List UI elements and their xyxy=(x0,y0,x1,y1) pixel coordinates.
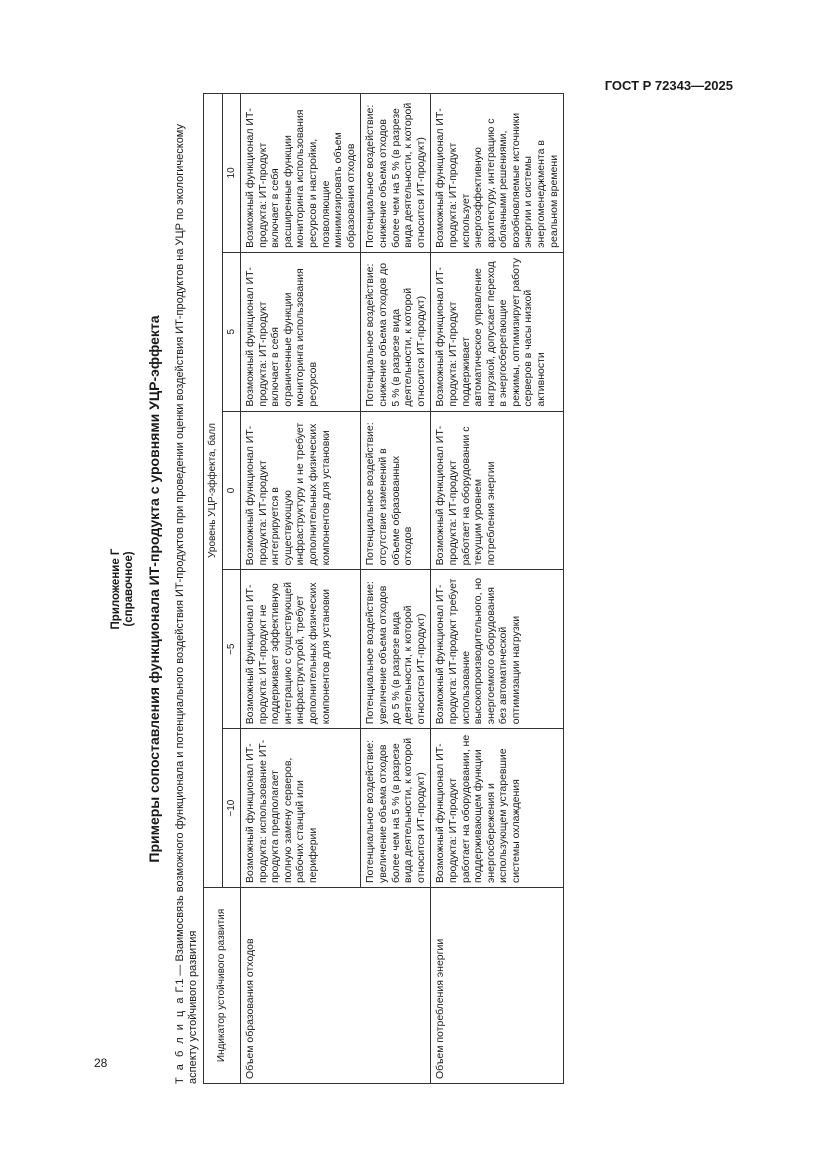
section-title: Примеры сопоставления функционала ИТ-продукта с уровнями УЦР-эффекта xyxy=(146,315,162,863)
table-cell: Потенциальное воздействие: увеличение объема отходов до 5 % (в разрезе вида деятельности, к которой относится ИТ-продукт) xyxy=(361,570,431,729)
table-cell: Возможный функционал ИТ-продукта: ИТ-продукт включает в себя ограниченные функции мониторинга использования ресурсов xyxy=(241,252,361,411)
table-cell: Потенциальное воздействие: снижение объема отходов более чем на 5 % (в разрезе вида деятельности, к которой относится ИТ-продукт) xyxy=(361,94,431,253)
table-cell: Потенциальное воздействие: отсутствие изменений в объеме образованных отходов xyxy=(361,411,431,570)
table-caption xyxy=(174,94,200,1084)
document-header: ГОСТ Р 72343—2025 xyxy=(604,78,733,93)
level-header: 0 xyxy=(222,411,241,570)
table-header-row xyxy=(204,94,223,1084)
table-cell: Возможный функционал ИТ-продукта: ИТ-продукт включает в себя расширенные функции мониторинга использования ресурсов и настройки, позволяющие минимизировать объем образования отходов xyxy=(241,94,361,253)
caption-label: Т а б л и ц а xyxy=(174,995,186,1084)
caption-text: — Взаимосвязь возможного функционала и потенциального воздействия ИТ-продуктов при проведении оценки воздействия ИТ-продуктов на УЦР по экологическому аспекту устойчивого развития xyxy=(174,124,199,1084)
table-cell: Возможный функционал ИТ-продукта: ИТ-продукт использует энергоэффективную архитектуру, интеграцию с облачными решениями, возобновляемые источники энергии и системы энергоменеджмента в реальном времени xyxy=(431,94,564,253)
appendix-heading xyxy=(110,94,136,1084)
indicator-cell: Объем потребления энергии xyxy=(431,888,564,1084)
level-header: 10 xyxy=(222,94,241,253)
appendix-title: Приложение Г xyxy=(110,548,122,630)
table-cell: Потенциальное воздействие: увеличение объема отходов более чем на 5 % (в разрезе вида деятельности, к которой относится ИТ-продукт) xyxy=(361,729,431,888)
caption-number: Г.1 xyxy=(174,978,186,993)
table-cell: Возможный функционал ИТ-продукта: ИТ-продукт интегрируется в существующую инфраструктуру и не требует дополнительных физических компонентов для установки xyxy=(241,411,361,570)
appendix-note: (справочное) xyxy=(123,551,135,627)
table-row xyxy=(241,94,361,1084)
table-cell: Возможный функционал ИТ-продукта: использование ИТ-продукта предполагает полную замену серверов, рабочих станций или периферии xyxy=(241,729,361,888)
page-number: 28 xyxy=(94,1056,108,1070)
table-cell: Возможный функционал ИТ-продукта: ИТ-продукт не поддерживает эффективную интеграцию с существующей инфраструктурой, требует дополнительных физических компонентов для установки xyxy=(241,570,361,729)
table-cell: Потенциальное воздействие: снижение объема отходов до 5 % (в разрезе вида деятельности, к которой относится ИТ-продукт) xyxy=(361,252,431,411)
table-cell: Возможный функционал ИТ-продукта: ИТ-продукт поддерживает автоматическое управление нагрузкой, допускает переход в энергосберегающие режимы, оптимизирует работу серверов в часы низкой активности xyxy=(431,252,564,411)
table-cell: Возможный функционал ИТ-продукта: ИТ-продукт работает на оборудовании, не поддерживающем функции энергосбережения и использующем устаревшие системы охлаждения xyxy=(431,729,564,888)
level-group-header: Уровень УЦР-эффекта, балл xyxy=(204,94,223,888)
table-cell: Возможный функционал ИТ-продукта: ИТ-продукт работает на оборудовании с текущим уровнем потребления энергии xyxy=(431,411,564,570)
table-cell: Возможный функционал ИТ-продукта: ИТ-продукт требует использование высокопроизводительного, но энергоемкого оборудования без автоматической оптимизации нагрузки xyxy=(431,570,564,729)
indicator-cell: Объем образования отходов xyxy=(241,888,431,1084)
level-header: 5 xyxy=(222,252,241,411)
indicator-header: Индикатор устойчивого развития xyxy=(204,888,241,1084)
level-header: −10 xyxy=(222,729,241,888)
rotated-page-content xyxy=(110,94,718,1084)
level-header: −5 xyxy=(222,570,241,729)
table-row xyxy=(431,94,564,1084)
impact-table xyxy=(203,93,564,1084)
